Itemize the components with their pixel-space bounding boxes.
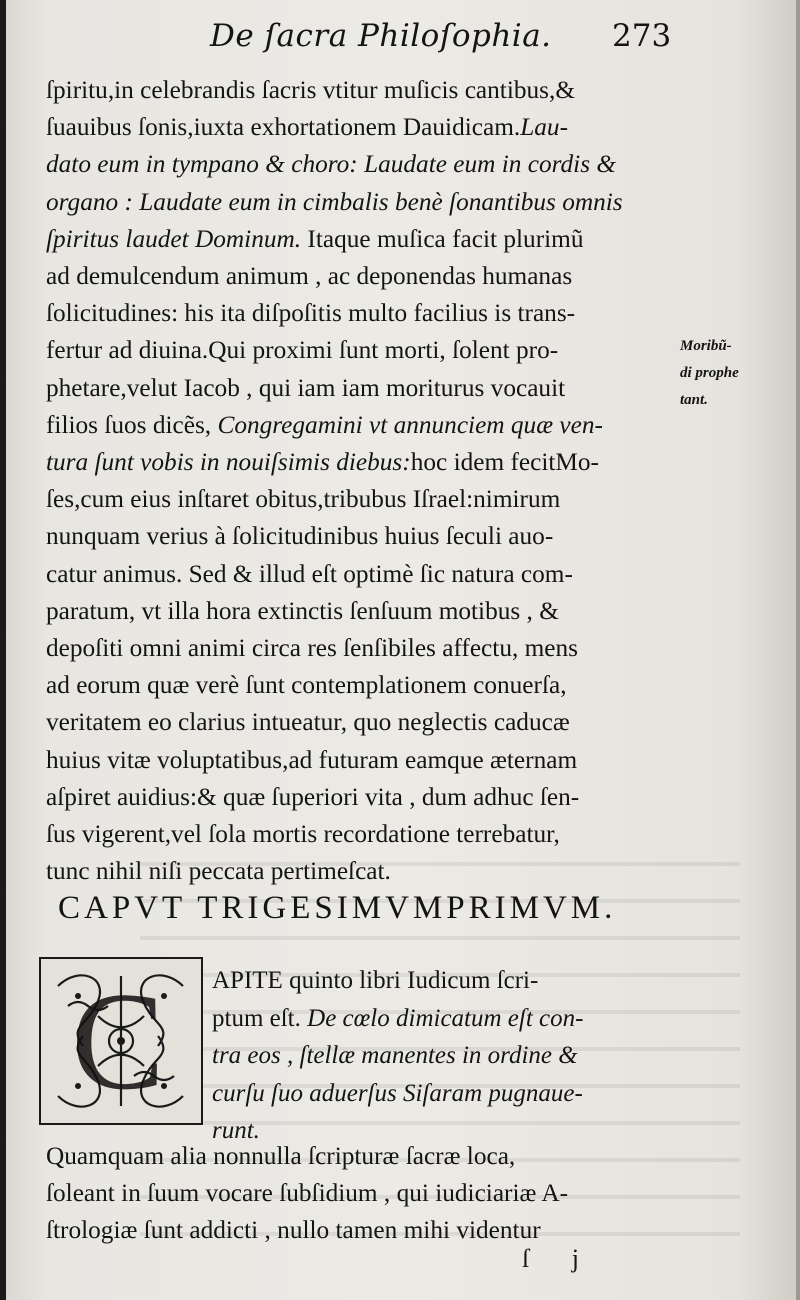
- text-line: runt.: [212, 1117, 260, 1144]
- text-line: ſus vigerent,vel ſola mortis recordatione terrebatur,: [46, 820, 560, 849]
- text-line: huius vitæ voluptatibus,ad futuram eamque æternam: [46, 745, 578, 774]
- chapter-opening: [212, 962, 674, 1150]
- text-line: APITE quinto libri Iudicum ſcri-: [212, 967, 539, 994]
- chapter-heading: CAPVT TRIGESIMVMPRIMVM.: [58, 890, 617, 926]
- text-line: fertur ad diuina.Qui proximi ſunt morti, ſolent pro-: [46, 336, 559, 365]
- text-line: tunc nihil niſi peccata pertimeſcat.: [46, 857, 391, 886]
- text-line-italic: organo : Laudate eum in cimbalis benè ſonantibus omnis: [46, 187, 623, 216]
- marginal-line: di prophe: [680, 365, 739, 381]
- text-line: ſpiritus laudet Dominum. Itaque muſica facit plurimũ: [46, 224, 584, 253]
- running-head: De ſacra Philoſophia.: [210, 18, 552, 54]
- text-line-italic: dato eum in tympano & choro: Laudate eum in cordis &: [46, 150, 617, 179]
- text-line: ſolicitudines: his ita diſpoſitis multo facilius is trans-: [46, 299, 576, 328]
- marginal-line: Moribũ-: [680, 338, 732, 354]
- text-line: Quamquam alia nonnulla ſcripturæ ſacræ loca,: [46, 1142, 516, 1170]
- page-gutter-shadow: [0, 0, 6, 1300]
- text-line: ſoleant in ſuum vocare ſubſidium , qui iudiciariæ A-: [46, 1179, 569, 1208]
- text-line: curſu ſuo aduerſus Siſaram pugnaue-: [212, 1079, 583, 1107]
- text-line: ſuauibus ſonis,iuxta exhortationem Dauidicam.Lau-: [46, 113, 569, 142]
- text-line: filios ſuos dicẽs, Congregamini vt annunciem quæ ven-: [46, 410, 603, 439]
- page-number: 273: [612, 18, 672, 54]
- text-line: paratum, vt illa hora extinctis ſenſuum motibus , &: [46, 596, 559, 625]
- ornament-initial-icon: [38, 956, 204, 1126]
- text-line: catur animus. Sed & illud eſt optimè ſic natura com-: [46, 559, 573, 588]
- text-line: aſpiret auidius:& quæ ſuperiori vita , dum adhuc ſen-: [46, 782, 580, 811]
- page-edge: [796, 0, 800, 1300]
- text-line: phetare,velut Iacob , qui iam iam moriturus vocauit: [46, 373, 566, 402]
- text-line: ſes,cum eius inſtaret obitus,tribubus Iſrael:nimirum: [46, 485, 561, 514]
- text-line: ſpiritu,in celebrandis ſacris vtitur muſicis cantibus,&: [46, 76, 576, 104]
- text-line: ad eorum quæ verè ſunt contemplationem conuerſa,: [46, 671, 567, 700]
- text-line: nunquam verius à ſolicitudinibus huius ſeculi auo-: [46, 522, 554, 551]
- text-line: ptum eſt. De cœlo dimicatum eſt con-: [212, 1004, 584, 1032]
- text-line: veritatem eo clarius intueatur, quo neglectis caducæ: [46, 708, 570, 737]
- chapter-paragraph: [46, 1138, 672, 1250]
- main-text-block: [46, 72, 672, 890]
- text-line: tra eos , ſtellæ manentes in ordine &: [212, 1042, 578, 1069]
- signature-mark: ſ j: [522, 1244, 597, 1273]
- marginal-line: tant.: [680, 392, 708, 408]
- text-line: depoſiti omni animi circa res ſenſibiles affectu, mens: [46, 634, 579, 663]
- marginal-note: [680, 333, 792, 414]
- text-line: ad demulcendum animum , ac deponendas humanas: [46, 262, 573, 291]
- initial-letter: C: [71, 964, 165, 1119]
- text-line: tura ſunt vobis in nouiſsimis diebus:hoc idem fecitMo-: [46, 448, 599, 477]
- text-line: ſtrologiæ ſunt addicti , nullo tamen mihi videntur: [46, 1216, 541, 1245]
- decorated-initial: [38, 956, 204, 1126]
